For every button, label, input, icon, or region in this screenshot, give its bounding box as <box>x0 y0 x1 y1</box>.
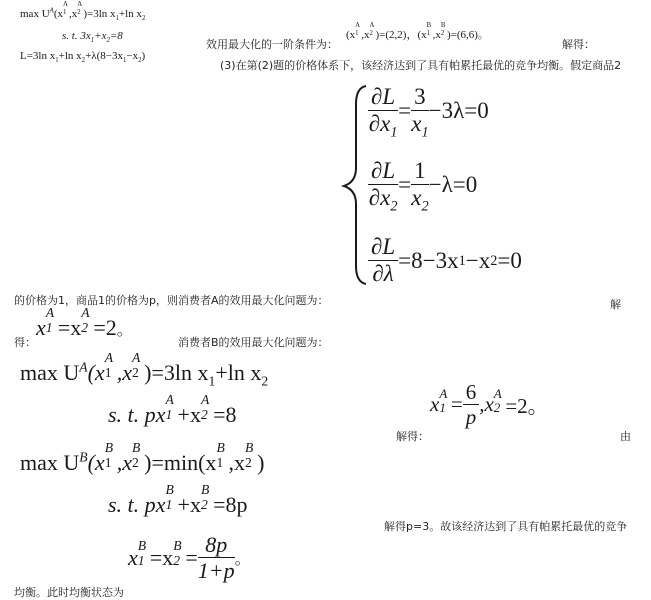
part3-text: (3)在第(2)题的价格体系下，该经济达到了具有帕累托最优的竞争均衡。假定商品2 <box>220 59 622 72</box>
foc-eq-lambda: $\frac{\partial L}{\partial\lambda}$ =8−3x 1 −x 2 =0 <box>368 234 522 288</box>
constraint-a-small: s. t. $3x_1+x_2=8$ <box>62 30 123 45</box>
solve-label-1: 解得： <box>562 38 595 51</box>
solution-a-price: x A 1 = $\frac{6}{p}$ ,x A 2 =2。 <box>430 380 549 430</box>
solve-label-2: 解得： <box>396 430 429 443</box>
constraint-b: s. t. px B 1 +x B 2 =8p <box>108 481 248 517</box>
solve-p-text: 解得p=3。故该经济达到了具有帕累托最优的竞争 <box>384 520 628 533</box>
consumer-b-text: 消费者B的效用最大化问题为： <box>178 336 329 349</box>
constraint-a: s. t. px A 1 +x A 2 =8 <box>108 391 237 427</box>
equilibrium-text: 均衡。此时均衡状态为 <box>14 586 124 599</box>
utility-max-b: $\max U^B(x$ B 1 ,x B 2 )=min(x B 1 ,x B 2 ) <box>20 439 265 475</box>
you-char: 由 <box>620 430 631 443</box>
de-char: 得： <box>14 336 36 349</box>
jie-char: 解 <box>610 298 621 311</box>
price-text: 的价格为1，商品1的价格为p，则消费者A的效用最大化问题为： <box>14 294 329 307</box>
foc-eq-x1: $\frac{\partial L}{\partial x_1}$ = $\frac{3}{x_1}$ −3λ=0 <box>368 84 489 142</box>
foc-eq-x2: $\frac{\partial L}{\partial x_2}$ = $\frac{1}{x_2}$ −λ=0 <box>368 158 478 216</box>
solution-a-equal: x A 1 =x A 2 =2。 <box>36 304 133 340</box>
solution-b: x B 1 =x B 2 = $\frac{8p}{1+p}$ 。 <box>128 532 251 584</box>
foc-values: (x A 1 ,x A 2 )=(2,2)，(x B 1 ,x B 2 )=(6,6)。 <box>346 22 489 41</box>
lagrangian-small: L=3ln $x_1+\ln$ $x_2+\lambda(8-3x_1-x_2)$ <box>20 50 146 65</box>
utility-max-a: $\max U^A(x$ A 1 ,x A 2 )=3ln $x_1+\ln$ $x_2$ <box>20 349 269 389</box>
foc-intro-text: 效用最大化的一阶条件为： <box>206 38 338 51</box>
utility-max-a-small: $\max U^A(x$ A 1 ,x A 2 )=3ln $x_1+\ln$ $x_2$ <box>20 1 146 23</box>
